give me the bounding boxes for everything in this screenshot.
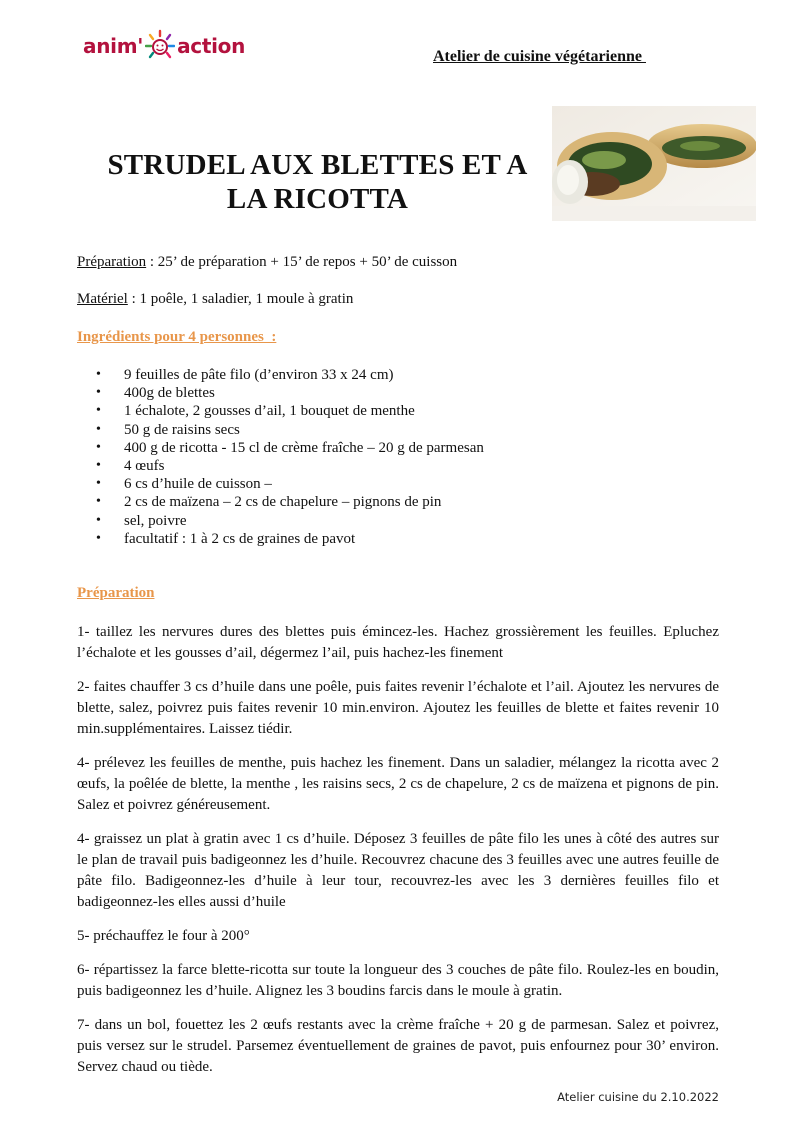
ingredient-item: • 9 feuilles de pâte filo (d’environ 33 x 24 cm) bbox=[96, 366, 484, 384]
preparation-step: 2- faites chauffer 3 cs d’huile dans une poêle, puis faites revenir l’échalote et l’ail. Ajoutez les nervures de blette, salez, poivrez puis faites revenir 10 min.environ. Ajoutez les feuilles de blette et faites revenir 10 min.supplémentaires. Laissez tiédir. bbox=[77, 679, 719, 737]
logo-left-text: anim' bbox=[83, 34, 144, 58]
ingredients-list bbox=[96, 366, 484, 548]
preparation-step: 7- dans un bol, fouettez les 2 œufs restants avec la crème fraîche + 20 g de parmesan. Salez et poivrez, puis versez sur le strudel. Parsemez éventuellement de graines de pavot, puis enfournez pour 30’ environ. Servez chaud ou tiède. bbox=[77, 1017, 719, 1075]
preparation-step: 4- prélevez les feuilles de menthe, puis hachez les finement. Dans un saladier, mélangez la ricotta avec 2 œufs, la poêlée de blette, la menthe , les raisins secs, 2 cs de chapelure, 2 cs de maïzena et pignons de pin. Salez et poivrez généreusement. bbox=[77, 755, 719, 813]
preparation-time bbox=[77, 254, 457, 271]
preparation-heading: Préparation bbox=[77, 585, 155, 601]
ingredient-item: • 400 g de ricotta - 15 cl de crème fraîche – 20 g de parmesan bbox=[96, 439, 484, 457]
ingredient-item: • 4 œufs bbox=[96, 457, 484, 475]
preparation-step: 5- préchauffez le four à 200° bbox=[77, 928, 250, 944]
material bbox=[77, 291, 353, 308]
sun-face-icon bbox=[145, 29, 175, 63]
ingredient-item: • 50 g de raisins secs bbox=[96, 421, 484, 439]
recipe-title-line-2: LA RICOTTA bbox=[226, 183, 409, 215]
preparation-time-label: Préparation bbox=[77, 254, 147, 270]
header-title: Atelier de cuisine végétarienne bbox=[433, 48, 646, 65]
ingredient-item: • 6 cs d’huile de cuisson – bbox=[96, 475, 484, 493]
anim-action-logo bbox=[83, 26, 245, 66]
ingredient-item: • sel, poivre bbox=[96, 512, 484, 530]
preparation-time-value: : 25’ de préparation + 15’ de repos + 50’ de cuisson bbox=[146, 254, 458, 270]
ingredient-item: • facultatif : 1 à 2 cs de graines de pavot bbox=[96, 530, 484, 548]
preparation-step: 4- graissez un plat à gratin avec 1 cs d’huile. Déposez 3 feuilles de pâte filo les unes à côté des autres sur le plan de travail puis badigeonnez les d’huile. Recouvrez chacune des 3 feuilles avec une autres feuille de pâte filo. Badigeonnez-les d’huile à leur tour, recouvrez-les avec les 3 dernières feuilles filo et badigeonnez-les elles aussi d’huile bbox=[77, 831, 719, 910]
recipe-title bbox=[75, 148, 560, 216]
material-label: Matériel bbox=[77, 291, 128, 307]
ingredient-item: • 400g de blettes bbox=[96, 384, 484, 402]
preparation-step: 1- taillez les nervures dures des blettes puis émincez-les. Hachez grossièrement les feuilles. Epluchez l’échalote et les gousses d’ail, dégermez l’ail, puis hachez-les finement bbox=[77, 624, 719, 661]
material-value: : 1 poêle, 1 saladier, 1 moule à gratin bbox=[127, 291, 354, 307]
logo-right-text: action bbox=[177, 34, 246, 58]
preparation-step: 6- répartissez la farce blette-ricotta sur toute la longueur des 3 couches de pâte filo. Roulez-les en boudin, puis badigeonnez les d’huile. Alignez les 3 boudins farcis dans le moule à gratin. bbox=[77, 962, 719, 999]
ingredient-item: • 2 cs de maïzena – 2 cs de chapelure – pignons de pin bbox=[96, 493, 484, 511]
footer-date: Atelier cuisine du 2.10.2022 bbox=[557, 1090, 719, 1104]
strudel-photo bbox=[552, 106, 756, 221]
ingredient-item: • 1 échalote, 2 gousses d’ail, 1 bouquet de menthe bbox=[96, 402, 484, 420]
ingredients-heading: Ingrédients pour 4 personnes : bbox=[77, 329, 277, 345]
recipe-title-line-1: STRUDEL AUX BLETTES ET A bbox=[107, 149, 528, 181]
preparation-steps bbox=[77, 622, 719, 1091]
